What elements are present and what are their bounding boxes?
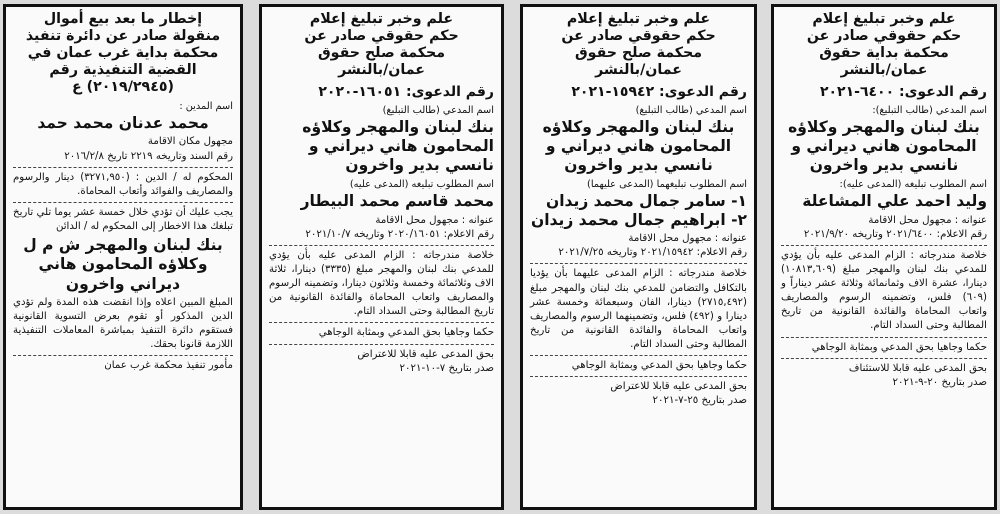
heading-line: محكمة بداية حقوق bbox=[819, 45, 949, 62]
divider bbox=[13, 167, 233, 168]
debtor-address: مجهول مكان الاقامة bbox=[147, 136, 233, 148]
judgment-summary: خلاصة مندرجاته : الزام المدعى عليه بأن يؤدي للمدعي بنك لبنان والمهجر مبلغ (١٠٨١٣,٦٠٩) دينارا، عشرة الاف وثمانمائة وثلاثة عشر ديناراً و (٦٠٩) فلس، وتضمينه الرسوم والمصاريف واتعاب المحاماة والفائدة القانونية من تاريخ المطالبة وحتى السداد التام. bbox=[781, 250, 987, 332]
notice-heading bbox=[781, 11, 987, 79]
appeal-line: بحق المدعى عليه قابلا للاستئناف bbox=[848, 362, 987, 374]
divider bbox=[530, 355, 747, 356]
plaintiff-name bbox=[530, 118, 747, 176]
heading-line: عمان/بالنشر bbox=[338, 62, 425, 79]
heading-line: علم وخبر تبليغ إعلام bbox=[566, 11, 711, 27]
defendant-name: وليد احمد علي المشاعلة bbox=[802, 191, 987, 210]
judgment-summary: خلاصة مندرجاته : الزام المدعى عليه بأن يؤدي للمدعي بنك لبنان والمهجر مبلغ (٣٣٣٥) دينارا، ثلاثة الاف وثلاثمائة وخمسة وثلاثون دينارا، وتضمينه الرسوم والمصاريف واتعاب المحاماة والفائدة القانونية من تاريخ المطالبة وحتى السداد التام. bbox=[269, 250, 494, 318]
notice-number: رقم الاعلام: ٢٠٢١/٦٤٠٠ وتاريخه ٢٠٢١/٩/٢٠ bbox=[803, 229, 987, 241]
heading-line: محكمة صلح حقوق bbox=[318, 45, 445, 62]
plaintiff-line: نانسي بدير واخرون bbox=[809, 156, 959, 175]
divider bbox=[530, 263, 747, 264]
appeal-line: بحق المدعى عليه قابلا للاعتراض bbox=[357, 348, 494, 360]
defendant-names bbox=[530, 192, 747, 231]
verdict-line: حكما وجاهيا بحق المدعي وبمثابة الوجاهي bbox=[811, 341, 987, 353]
plaintiff-line: المحامون هاني ديراني و bbox=[308, 136, 494, 155]
notice-number: رقم الاعلام: ٢٠٢٠/١٦٠٥١ وتاريخه ٢٠٢١/١٠/٧ bbox=[305, 229, 494, 241]
issue-date: صدر بتاريخ ٢٠-٩-٢٠٢١ bbox=[892, 376, 987, 388]
divider bbox=[781, 337, 987, 338]
defendant-name: محمد قاسم محمد البيطار bbox=[300, 191, 494, 210]
defendant-label: اسم المطلوب تبليغه (المدعى عليه) bbox=[349, 178, 494, 190]
plaintiff-label: اسم المدعي (طالب التبليغ) bbox=[382, 104, 494, 116]
plaintiff-name bbox=[269, 118, 494, 176]
heading-line: حكم حقوقي صادر عن bbox=[304, 28, 459, 45]
heading-line: إخطار ما بعد بيع أموال bbox=[43, 11, 203, 27]
plaintiff-line: نانسي بدير واخرون bbox=[564, 156, 713, 175]
heading-line: محكمة صلح حقوق bbox=[575, 45, 702, 62]
heading-line: حكم حقوقي صادر عن bbox=[561, 28, 716, 45]
heading-line: علم وخبر تبليغ إعلام bbox=[812, 11, 956, 27]
defendant-line: ١- سامر جمال محمد زيدان bbox=[546, 191, 747, 210]
closing-text: المبلغ المبين اعلاه وإذا انقضت هذه المدة ولم تؤدي الدين المذكور أو تقوم بعرض التسوية القانونية فستقوم دائرة التنفيذ بمباشرة المعاملات التنفيذية اللازمة قانونا بحقك. bbox=[13, 297, 233, 351]
divider bbox=[781, 358, 987, 359]
heading-line: حكم حقوقي صادر عن bbox=[806, 28, 962, 45]
address-line: عنوانه : مجهول محل الاقامة bbox=[868, 214, 987, 226]
notice-heading bbox=[530, 11, 747, 79]
divider bbox=[269, 344, 494, 345]
heading-line: علم وخبر تبليغ إعلام bbox=[309, 11, 454, 27]
heading-line: القضية التنفيذية رقم bbox=[49, 62, 197, 79]
case-number: رقم الدعوى: ١٦٠٥١-٢٠٢٠ bbox=[318, 84, 494, 101]
notice-number: رقم الاعلام: ٢٠٢١/١٥٩٤٢ وتاريخه ٢٠٢١/٧/٢٥ bbox=[558, 247, 747, 259]
appeal-line: بحق المدعى عليه قابلا للاعتراض bbox=[610, 381, 747, 393]
plaintiff-line: بنك لبنان والمهجر وكلاؤه bbox=[542, 117, 735, 136]
address-line: عنوانه : مجهول محل الاقامة bbox=[375, 214, 494, 226]
plaintiff-line: المحامون هاني ديراني و bbox=[791, 136, 977, 155]
plaintiff-name bbox=[781, 118, 987, 176]
plaintiff-label: اسم المدعي (طالب التبليغ) bbox=[635, 104, 747, 116]
creditor-line: وكلاؤه المحامون هاني bbox=[38, 255, 208, 274]
divider bbox=[269, 322, 494, 323]
divider bbox=[13, 355, 233, 356]
debtor-name: محمد عدنان محمد حمد bbox=[37, 114, 209, 133]
heading-line: عمان/بالنشر bbox=[840, 62, 928, 79]
debtor-label: اسم المدين : bbox=[179, 101, 233, 113]
address-line: عنوانه : مجهول محل الاقامة bbox=[628, 233, 747, 245]
plaintiff-line: نانسي بدير واخرون bbox=[345, 156, 494, 175]
court-notice-3 bbox=[259, 4, 504, 510]
divider bbox=[269, 245, 494, 246]
verdict-line: حكما وجاهيا بحق المدعي وبمثابة الوجاهي bbox=[571, 359, 747, 371]
heading-line: منقولة صادر عن دائرة تنفيذ bbox=[25, 28, 221, 45]
payment-warning: يجب عليك أن تؤدي خلال خمسة عشر يوما تلي تاريخ تبلغك هذا الاخطار إلى المحكوم له / الدائن bbox=[13, 206, 233, 232]
judgment-summary: خلاصة مندرجاته : الزام المدعى عليهما بأن يؤديا بالتكافل والتضامن للمدعي بنك لبنان والمهجر مبلغ (٢٧١٥,٤٩٢) دينارا، الفان وسبعمائة وخمسة عشر دينارا و (٤٩٢) فلس، وتضمينهما الرسوم والمصاريف واتعاب المحاماة والفائدة القانونية من تاريخ المطالبة وحتى السداد التام. bbox=[530, 268, 747, 350]
defendant-label: اسم المطلوب تبليغهما (المدعى عليهما) bbox=[587, 178, 747, 190]
creditor-line: ديراني واخرون bbox=[65, 274, 181, 293]
defendant-line: ٢- ابراهيم جمال محمد زيدان bbox=[531, 210, 747, 229]
divider bbox=[13, 202, 233, 203]
verdict-line: حكما وجاهيا بحق المدعي وبمثابة الوجاهي bbox=[318, 327, 494, 339]
creditor-line: بنك لبنان والمهجر ش م ل bbox=[23, 235, 223, 254]
plaintiff-line: بنك لبنان والمهجر وكلاؤه bbox=[302, 117, 494, 136]
heading-line: محكمة بداية غرب عمان في bbox=[27, 45, 219, 62]
plaintiff-label: اسم المدعي (طالب التبليغ): bbox=[872, 104, 987, 116]
issue-date: صدر بتاريخ ٢٥-٧-٢٠٢١ bbox=[652, 395, 747, 407]
case-number: رقم الدعوى: ٦٤٠٠-٢٠٢١ bbox=[819, 84, 987, 101]
debt-amount: المحكوم له / الدين : (٣٢٧١,٩٥٠) دينار والرسوم والمصاريف والفوائد وأتعاب المحاماة. bbox=[13, 171, 233, 197]
execution-notice bbox=[3, 4, 243, 510]
defendant-label: اسم المطلوب تبليغه (المدعى عليه): bbox=[839, 178, 987, 190]
divider bbox=[530, 376, 747, 377]
divider bbox=[781, 245, 987, 246]
heading-line: (٢٠١٩/٢٩٤٥) ع bbox=[71, 79, 175, 96]
court-notice-2 bbox=[520, 4, 757, 510]
creditor-name bbox=[13, 236, 233, 294]
plaintiff-line: بنك لبنان والمهجر وكلاؤه bbox=[788, 117, 980, 136]
case-number: رقم الدعوى: ١٥٩٤٢-٢٠٢١ bbox=[571, 84, 747, 101]
signature-line: مأمور تنفيذ محكمة غرب عمان bbox=[104, 360, 233, 372]
issue-date: صدر بتاريخ ٧-١٠-٢٠٢١ bbox=[399, 362, 494, 374]
notice-heading bbox=[13, 11, 233, 96]
court-notice-1 bbox=[771, 4, 997, 510]
plaintiff-line: المحامون هاني ديراني و bbox=[545, 136, 732, 155]
heading-line: عمان/بالنشر bbox=[595, 62, 682, 79]
notice-heading bbox=[269, 11, 494, 79]
bond-number: رقم السند وتاريخه ٢٢١٩ تاريخ ٢٠١٦/٢/٨ bbox=[64, 150, 233, 162]
